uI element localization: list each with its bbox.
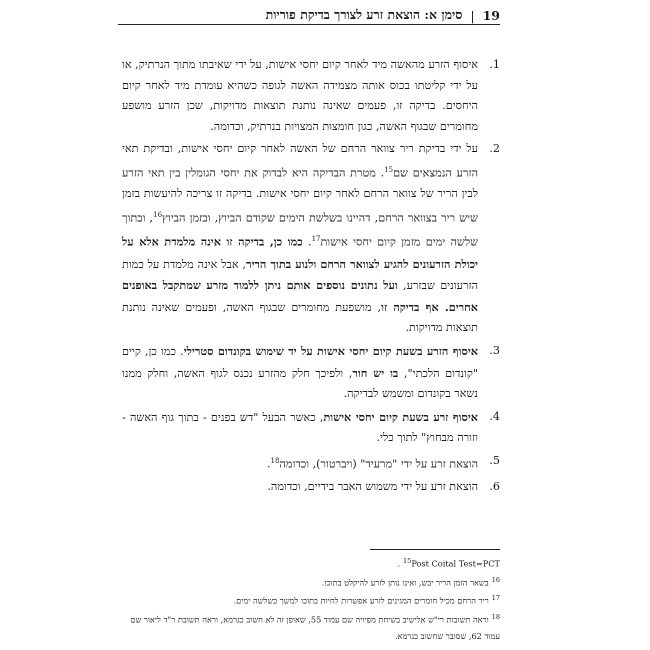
footnote-text: בשאר הזמן הריר יבש, ואינו נותן לזרע להיקלט בתוכו. [321,577,489,588]
page-number: 19 [482,7,500,23]
item-text-run: איסוף הזרע מהאשה מיד לאחר קיום יחסי אישות, על ידי שאיבתו מתוך הנרתיק, או על ידי קליטתו בכוס אותה מצמידה האשה לגופה כשהיא עומדת מיד לאחר קיום היחסים. בדיקה זו, פעמים שאינה נותנת תוצאות מדויקות, שכן הזרע מושפע מחומרים שבגוף האשה, כגון חומצות המצויות בנרתיק, וכדומה. [122,58,478,133]
footnote-ref[interactable]: 15 [384,165,394,174]
item-text-run: , כאשר הבעל "דש בפנים - בתוך גוף האשה - וזורה מבחוץ" לתוך כלי. [122,410,478,445]
item-text-run: על ידי בדיקת ריר צוואר הרחם של האשה לאחר קיום יחסי אישות, ובדיקת תאי הזרע הנמצאים שם [122,142,479,180]
item-text-run: . [302,235,312,249]
footnote-number: 15 [403,557,412,565]
list-item [122,407,500,449]
footnote-divider [370,549,500,550]
item-number: 2. [489,142,500,156]
item-text-run: הוצאת זרע על ידי משמוש האבר בידיים, וכדומה. [267,480,478,494]
item-text-run: , ולפיכך חלק מהזרע נכנס לגוף האשה, וחלק ממנו נשאר בקונדום ומשמש לבדיקה. [122,366,478,401]
footnote-number: 17 [491,594,500,603]
footnote-ref[interactable]: 17 [311,235,321,244]
item-bold-run: בו יש חור [352,365,399,380]
footnote [118,609,500,644]
body-text [122,55,500,500]
list-item [122,139,500,339]
item-bold-run: ועל נתונים נוספים אותם ניתן ללמוד מזרע שמתקבל באופנים אחרים. אף בדיקה זו [122,278,478,314]
list-item [122,477,500,498]
item-text-run: , אבל אינה מלמדת על כמות הזרעונים שבזרע, [122,257,478,293]
running-header [118,6,500,25]
footnote-text: ריר הרחם מכיל חומרים המגינים לזרע אפשרות לחיות בתוכו למשך כשלשה ימים. [233,596,489,607]
item-bold-run: כמו כן, בדיקה זו אינה מלמדת אלא על יכולת הזרעונים להגיע לצוואר הרחם ולנוע בתוך הריר [122,234,478,271]
item-number: 6. [489,480,500,494]
footnote [118,590,500,609]
item-text-run: , מושפעת מחומרים שבגוף האשה, ופעמים שאינה נותנת תוצאות מדויקות. [122,300,478,335]
item-text-run: הוצאת זרע על ידי "מרעיד" (ויברטור), וכדומה [279,457,478,471]
footnotes [118,553,500,644]
list-item [122,341,500,405]
item-number: 4. [489,409,500,423]
footnote-text: Post Coital Test=PCT. [397,558,500,569]
list-item [122,55,500,137]
list-item [122,451,500,475]
item-number: 3. [489,343,500,357]
footnote [118,553,500,572]
item-text-run: . [266,457,271,471]
footnote-number: 18 [491,613,500,622]
item-number: 1. [489,58,500,71]
item-text-run: . כמו כן, קיים "קונדום הלכתי", [122,344,478,380]
item-text-run: . מטרת הבדיקה היא לבדוק את יחסי הגומלין בין תאי הזרע לבין הריר של צוואר הרחם לאחר קיום יחסי אישות. בדיקה זו צריכה להיעשות בזמן שיש ריר בצוואר הרחם, דהיינו בשלשת הימים שקודם הביוץ, ובזמן הביוץ [122,166,478,225]
item-text [122,341,478,405]
item-text [122,451,478,475]
item-bold-run: איסוף הזרע בשעת קיום יחסי אישות על יד שימוש בקונדום סטרילי [183,343,478,358]
item-text [122,55,478,137]
footnote-number: 16 [491,575,500,584]
footnote-text: וראה תשובות רי"ש אלישיב בשיחת מפיויה שם עמוד 55, שאופן זה לא חשוב כגרמא, וראה תשובת ר"ד ליאור שם עמוד 62, שסובר שחשוב כגרמא. [130,614,500,641]
item-text [122,477,478,498]
header-separator: | [470,7,475,23]
chapter-title: סימן א: הוצאת זרע לצורך בדיקת פוריות [265,7,463,22]
item-text-run: , ובתוך שלשה ימים מזמן קיום יחסי אישות [122,211,478,249]
item-text [122,139,478,339]
item-number: 5. [489,453,500,467]
footnote [118,572,500,591]
footnote-ref[interactable]: 18 [270,456,280,465]
footnote-ref[interactable]: 16 [153,210,163,219]
item-bold-run: איסוף זרע בשעת קיום יחסי אישות [323,409,478,424]
item-text [122,407,478,449]
